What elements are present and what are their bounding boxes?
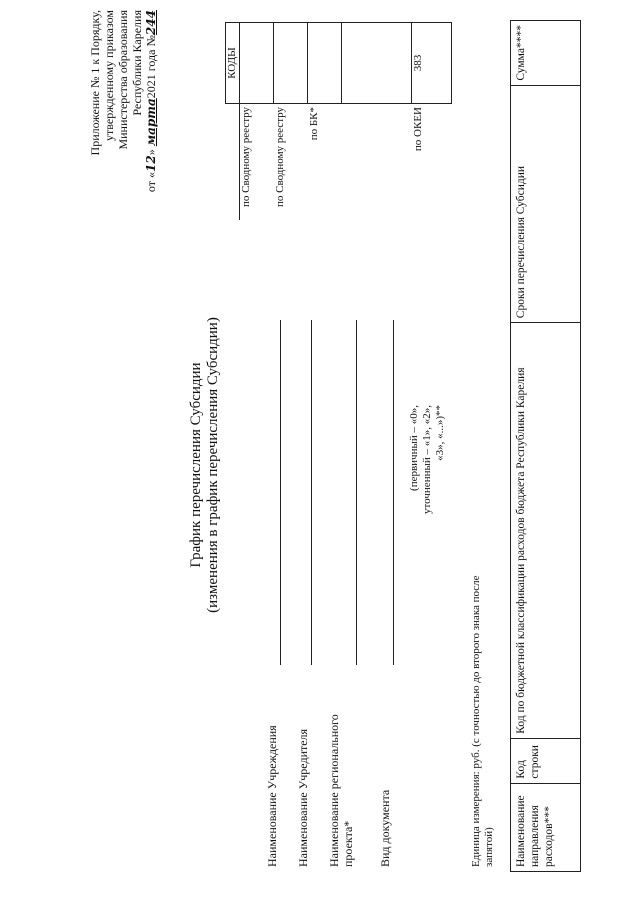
col-header-amount: Сумма**** xyxy=(511,21,581,86)
approval-line-3: Министерства образования xyxy=(116,10,130,150)
codes-header: КОДЫ xyxy=(226,23,240,104)
regional-project-line-1: Наименование регионального xyxy=(327,714,341,867)
approval-block xyxy=(88,10,158,250)
unit-of-measure xyxy=(470,447,496,867)
handwritten-month: марта xyxy=(144,98,158,147)
approval-line-2: утвержденному приказом xyxy=(102,10,116,141)
codes-row-value xyxy=(342,23,412,104)
doc-type-note xyxy=(408,405,447,585)
codes-row-label: по ОКЕИ xyxy=(412,104,452,221)
subsidy-schedule-table xyxy=(510,20,581,872)
codes-row-value: 383 xyxy=(412,23,452,104)
field-regional-project-line xyxy=(356,320,357,665)
codes-row-value xyxy=(308,23,342,104)
field-doc-type-label: Вид документа xyxy=(378,789,392,867)
date-mid: » xyxy=(144,149,158,156)
approval-line-4: Республики Карелия xyxy=(130,10,144,116)
approval-line-1: Приложение № 1 к Порядку, xyxy=(88,10,102,156)
handwritten-day: 12 xyxy=(144,155,158,172)
col-header-line-code: Код строки xyxy=(511,738,581,783)
doc-type-note-1: (первичный – «0», xyxy=(408,405,420,491)
field-founder-line xyxy=(311,320,312,665)
title-line-1: График перечисления Субсидии xyxy=(188,362,204,568)
codes-row-label: по Сводному реестру xyxy=(240,104,274,221)
codes-row-value xyxy=(240,23,274,104)
doc-type-note-2: уточненный – «1», «2», xyxy=(421,405,433,514)
field-institution-label: Наименование Учреждения xyxy=(265,725,279,867)
unit-line-2: запятой) xyxy=(483,827,495,867)
doc-type-note-3: «3», «...»)** xyxy=(434,405,446,461)
field-founder-label: Наименование Учредителя xyxy=(296,728,310,867)
codes-empty-cell xyxy=(226,104,240,221)
codes-row-label: по БК* xyxy=(308,104,342,221)
regional-project-line-2: проекта* xyxy=(341,820,355,867)
unit-line-1: Единица измерения: руб. (с точностью до второго знака после xyxy=(470,575,482,867)
handwritten-number: 244 xyxy=(144,10,158,36)
field-institution-line xyxy=(280,320,281,665)
col-header-budget-code: Код по бюджетной классификации расходов бюджета Республики Карелия xyxy=(511,323,581,739)
title-line-2: (изменения в график перечисления Субсидии) xyxy=(205,317,221,613)
approval-date-line xyxy=(144,10,158,250)
codes-table xyxy=(225,22,452,220)
field-doc-type-line xyxy=(393,320,394,665)
codes-row-label: по Сводному реестру xyxy=(274,104,308,221)
codes-row-value xyxy=(274,23,308,104)
date-prefix: от « xyxy=(144,171,158,193)
field-regional-project-label xyxy=(327,667,355,867)
document-title xyxy=(188,295,222,635)
col-header-terms: Сроки перечисления Субсидии xyxy=(511,85,581,323)
col-header-direction: Наименование направления расходов*** xyxy=(511,783,581,871)
year-text: 2021 года № xyxy=(144,35,158,99)
codes-row-label xyxy=(342,104,412,221)
